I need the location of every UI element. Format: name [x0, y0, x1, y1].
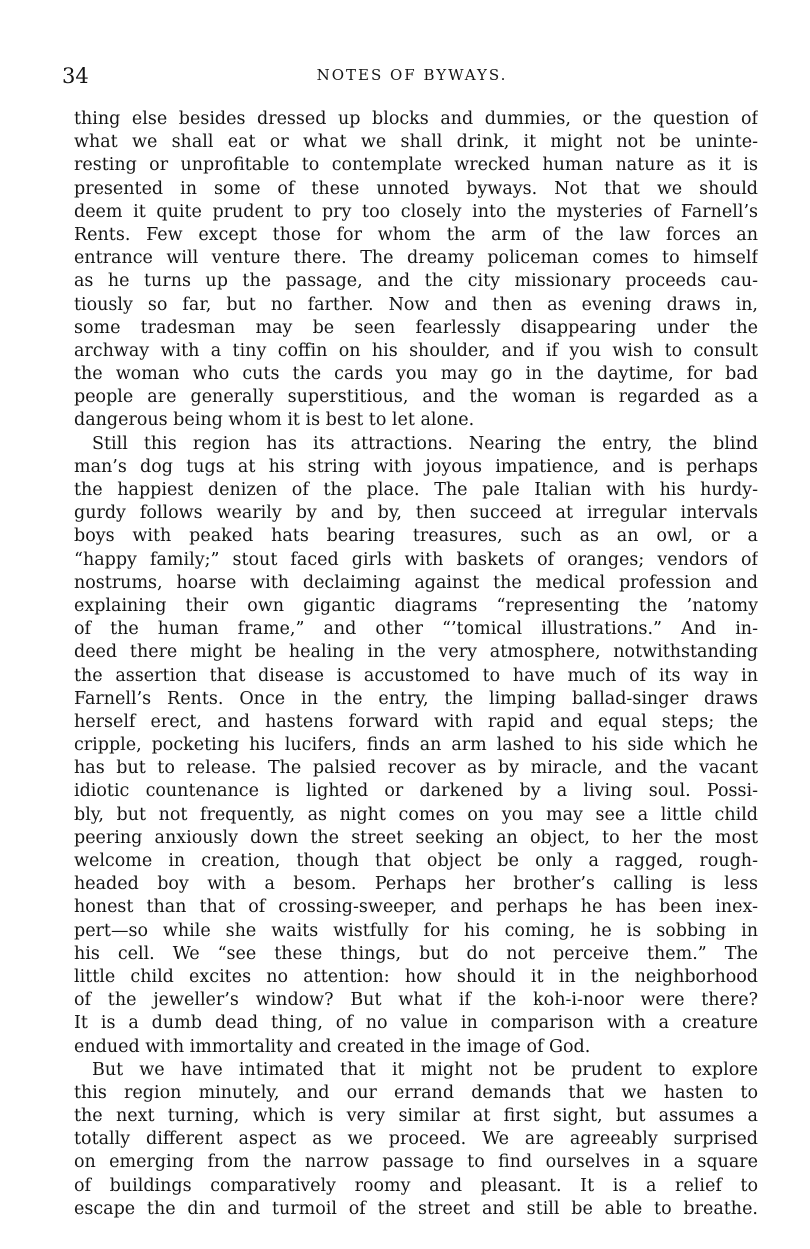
text-line: Farnell’s Rents. Once in the entry, the limping ballad-singer draws	[74, 688, 758, 709]
text-line: of buildings comparatively roomy and pleasant. It is a relief to	[74, 1175, 758, 1196]
text-line: deed there might be healing in the very atmosphere, notwithstanding	[74, 642, 758, 663]
text-line: tiously so far, but no farther. Now and then as evening draws in,	[74, 294, 758, 315]
text-line: nostrums, hoarse with declaiming against the medical profession and	[74, 572, 758, 593]
text-line: bly, but not frequently, as night comes on you may see a little child	[74, 804, 758, 825]
text-line: cripple, pocketing his lucifers, finds an arm lashed to his side which he	[74, 735, 758, 756]
body-text	[74, 108, 758, 1221]
text-line: escape the din and turmoil of the street and still be able to breathe.	[74, 1198, 758, 1219]
text-line: people are generally superstitious, and the woman is regarded as a	[74, 387, 758, 408]
text-line: what we shall eat or what we shall drink, it might not be uninte-	[74, 132, 758, 153]
text-line: Rents. Few except those for whom the arm of the law forces an	[74, 224, 758, 245]
text-line: honest than that of crossing-sweeper, and perhaps he has been inex-	[74, 897, 758, 918]
text-line: of the jeweller’s window? But what if the koh-i-noor were there?	[74, 990, 758, 1011]
text-line: his cell. We “see these things, but do not perceive them.” The	[74, 943, 758, 964]
text-line: the woman who cuts the cards you may go in the daytime, for bad	[74, 364, 758, 385]
text-line: explaining their own gigantic diagrams “representing the ’natomy	[74, 595, 758, 616]
text-line: thing else besides dressed up blocks and dummies, or the question of	[74, 109, 758, 129]
text-line: entrance will venture there. The dreamy policeman comes to himself	[74, 248, 758, 269]
page-number: 34	[62, 64, 89, 88]
running-title: NOTES OF BYWAYS.	[316, 66, 508, 84]
text-line: of the human frame,” and other “’tomical illustrations.” And in-	[74, 619, 758, 640]
text-line: has but to release. The palsied recover as by miracle, and the vacant	[74, 758, 758, 779]
text-line: But we have intimated that it might not be prudent to explore	[92, 1059, 758, 1080]
page-header	[62, 64, 762, 94]
text-line: peering anxiously down the street seeking an object, to her the most	[74, 827, 758, 848]
text-line: the assertion that disease is accustomed to have much of its way in	[74, 665, 758, 686]
text-line: deem it quite prudent to pry too closely into the mysteries of Farnell’s	[74, 201, 758, 222]
text-line: presented in some of these unnoted byways. Not that we should	[74, 178, 758, 199]
text-line: as he turns up the passage, and the city missionary proceeds cau-	[74, 271, 758, 292]
text-line: archway with a tiny coffin on his shoulder, and if you wish to consult	[74, 340, 758, 361]
text-line: this region minutely, and our errand demands that we hasten to	[74, 1082, 758, 1103]
text-line: the happiest denizen of the place. The pale Italian with his hurdy-	[74, 480, 758, 500]
text-line: man’s dog tugs at his string with joyous impatience, and is perhaps	[74, 456, 758, 477]
text-line: totally different aspect as we proceed. We are agreeably surprised	[74, 1129, 758, 1150]
text-line: some tradesman may be seen fearlessly disappearing under the	[74, 317, 758, 338]
text-line: welcome in creation, though that object be only a ragged, rough-	[74, 851, 758, 871]
text-line: the next turning, which is very similar at first sight, but assumes a	[74, 1106, 758, 1127]
text-line: headed boy with a besom. Perhaps her brother’s calling is less	[74, 874, 758, 895]
text-line: “happy family;” stout faced girls with baskets of oranges; vendors of	[74, 549, 758, 570]
text-line: dangerous being whom it is best to let alone.	[74, 410, 475, 431]
text-line: Still this region has its attractions. Nearing the entry, the blind	[92, 433, 758, 454]
text-line: herself erect, and hastens forward with rapid and equal steps; the	[74, 711, 758, 732]
text-line: endued with immortality and created in the image of God.	[74, 1036, 591, 1057]
text-line: boys with peaked hats bearing treasures, such as an owl, or a	[74, 526, 758, 547]
text-line: resting or unprofitable to contemplate wrecked human nature as it is	[74, 155, 758, 176]
text-line: gurdy follows wearily by and by, then succeed at irregular intervals	[74, 503, 758, 524]
text-line: little child excites no attention: how should it in the neighborhood	[74, 966, 758, 987]
text-line: It is a dumb dead thing, of no value in comparison with a creature	[74, 1013, 758, 1034]
text-line: idiotic countenance is lighted or darkened by a living soul. Possi-	[74, 781, 758, 802]
text-line: pert—so while she waits wistfully for his coming, he is sobbing in	[74, 920, 758, 941]
text-line: on emerging from the narrow passage to find ourselves in a square	[74, 1152, 758, 1173]
